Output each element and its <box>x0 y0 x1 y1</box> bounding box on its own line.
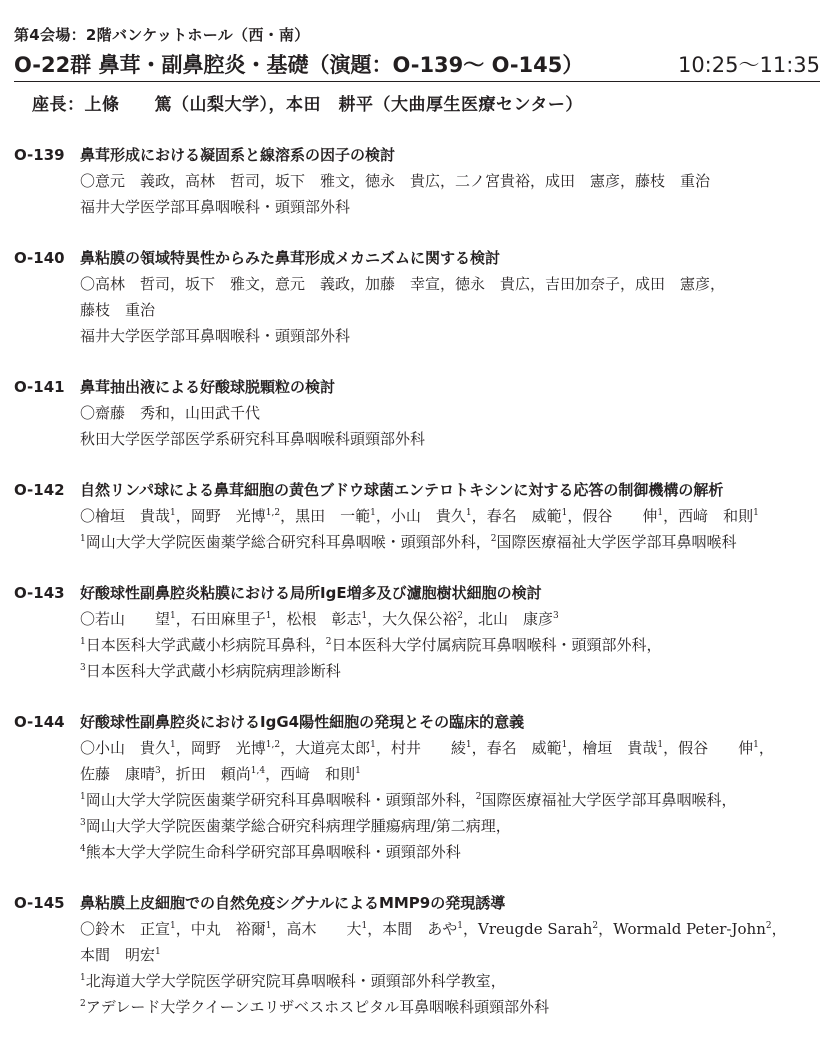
abstract-affiliation: $^1$岡山大学大学院医歯薬学総合研究科耳鼻咽喉・頭頸部外科，$^2$国際医療福祉大学医学部耳鼻咽喉科 <box>80 533 737 551</box>
abstract-code: O-140 <box>14 249 65 267</box>
abstract-authors: 〇檜垣 貴哉$^1$，岡野 光博$^{1,2}$，黒田 一範$^1$，小山 貴久$^1$，春名 威範$^1$，假谷 伸$^1$，西﨑 和則$^1$ <box>80 507 759 525</box>
abstract-entry <box>14 709 820 865</box>
abstract-affiliation: 秋田大学医学部医学系研究科耳鼻咽喉科頭頸部外科 <box>80 430 426 448</box>
abstract-body <box>80 477 820 555</box>
abstract-entry <box>14 890 820 1020</box>
abstract-entry <box>14 142 820 220</box>
abstract-code: O-143 <box>14 584 65 602</box>
abstract-code: O-145 <box>14 894 65 912</box>
abstract-title: 好酸球性副鼻腔炎粘膜における局所IgE増多及び濾胞樹状細胞の検討 <box>80 584 542 602</box>
abstract-body <box>80 709 820 865</box>
abstract-authors: 〇齋藤 秀和，山田武千代 <box>80 404 261 422</box>
abstract-list <box>14 142 820 1045</box>
abstract-authors: 〇小山 貴久$^1$，岡野 光博$^{1,2}$，大道亮太郎$^1$，村井 綾$^1$，春名 威範$^1$，檜垣 貴哉$^1$，假谷 伸$^1$， 佐藤 康晴$^3$，折田 頼尚$^{1,4}$，西﨑 和則$^1$ <box>80 739 774 783</box>
abstract-body <box>80 374 820 452</box>
abstract-code: O-139 <box>14 146 65 164</box>
abstract-authors: 〇鈴木 正宣$^1$，中丸 裕爾$^1$，高木 大$^1$，本間 あや$^1$，Vreugde Sarah$^2$，Wormald Peter-John$^2$， 本間 明宏$^1$ <box>80 920 787 964</box>
abstract-affiliation: $^1$日本医科大学武蔵小杉病院耳鼻科，$^2$日本医科大学付属病院耳鼻咽喉科・頭頸部外科， $^3$日本医科大学武蔵小杉病院病理診断科 <box>80 636 662 680</box>
abstract-title: 好酸球性副鼻腔炎におけるIgG4陽性細胞の発現とその臨床的意義 <box>80 713 525 731</box>
abstract-affiliation: 福井大学医学部耳鼻咽喉科・頭頸部外科 <box>80 198 351 216</box>
abstract-entry <box>14 374 820 452</box>
session-title: O-22群 鼻茸・副鼻腔炎・基礎（演題：O-139〜 O-145） <box>14 53 584 77</box>
abstract-code: O-141 <box>14 378 65 396</box>
abstract-body <box>80 142 820 220</box>
abstract-entry <box>14 245 820 349</box>
abstract-body <box>80 245 820 349</box>
abstract-title: 鼻粘膜上皮細胞での自然免疫シグナルによるMMP9の発現誘導 <box>80 894 506 912</box>
abstract-body <box>80 580 820 684</box>
session-time: 10:25〜11:35 <box>677 53 820 77</box>
abstract-title: 鼻茸形成における凝固系と線溶系の因子の検討 <box>80 146 396 164</box>
abstract-authors: 〇高林 哲司，坂下 雅文，意元 義政，加藤 幸宣，徳永 貴広，吉田加奈子，成田 憲彦， 藤枝 重治 <box>80 275 726 319</box>
venue-heading: 第4会場：2階バンケットホール（西・南） <box>14 26 310 44</box>
abstract-body <box>80 890 820 1020</box>
abstract-affiliation: $^1$北海道大学大学院医学研究院耳鼻咽喉科・頭頸部外科学教室， $^2$アデレード大学クイーンエリザベスホスピタル耳鼻咽喉科頭頸部外科 <box>80 972 550 1016</box>
divider <box>14 81 820 82</box>
abstract-authors: 〇若山 望$^1$，石田麻里子$^1$，松根 彰志$^1$，大久保公裕$^2$，北山 康彦$^3$ <box>80 610 559 628</box>
abstract-authors: 〇意元 義政，高林 哲司，坂下 雅文，徳永 貴広，二ノ宮貴裕，成田 憲彦，藤枝 重治 <box>80 172 711 190</box>
abstract-code: O-142 <box>14 481 65 499</box>
abstract-entry <box>14 580 820 684</box>
abstract-title: 鼻粘膜の領域特異性からみた鼻茸形成メカニズムに関する検討 <box>80 249 501 267</box>
abstract-title: 自然リンパ球による鼻茸細胞の黄色ブドウ球菌エンテロトキシンに対する応答の制御機構の解析 <box>80 481 724 499</box>
abstract-code: O-144 <box>14 713 65 731</box>
session-header <box>14 49 820 79</box>
abstract-entry <box>14 477 820 555</box>
abstract-affiliation: $^1$岡山大学大学院医歯薬学研究科耳鼻咽喉科・頭頸部外科，$^2$国際医療福祉大学医学部耳鼻咽喉科， $^3$岡山大学大学院医歯薬学総合研究科病理学腫瘍病理/第二病理， $^4$熊本大学大学院生命科学研究部耳鼻咽喉科・頭頸部外科 <box>80 791 737 861</box>
session-chairs: 座長：上條 篤（山梨大学），本田 耕平（大曲厚生医療センター） <box>32 95 583 115</box>
abstract-affiliation: 福井大学医学部耳鼻咽喉科・頭頸部外科 <box>80 327 351 345</box>
abstract-title: 鼻茸抽出液による好酸球脱顆粒の検討 <box>80 378 336 396</box>
